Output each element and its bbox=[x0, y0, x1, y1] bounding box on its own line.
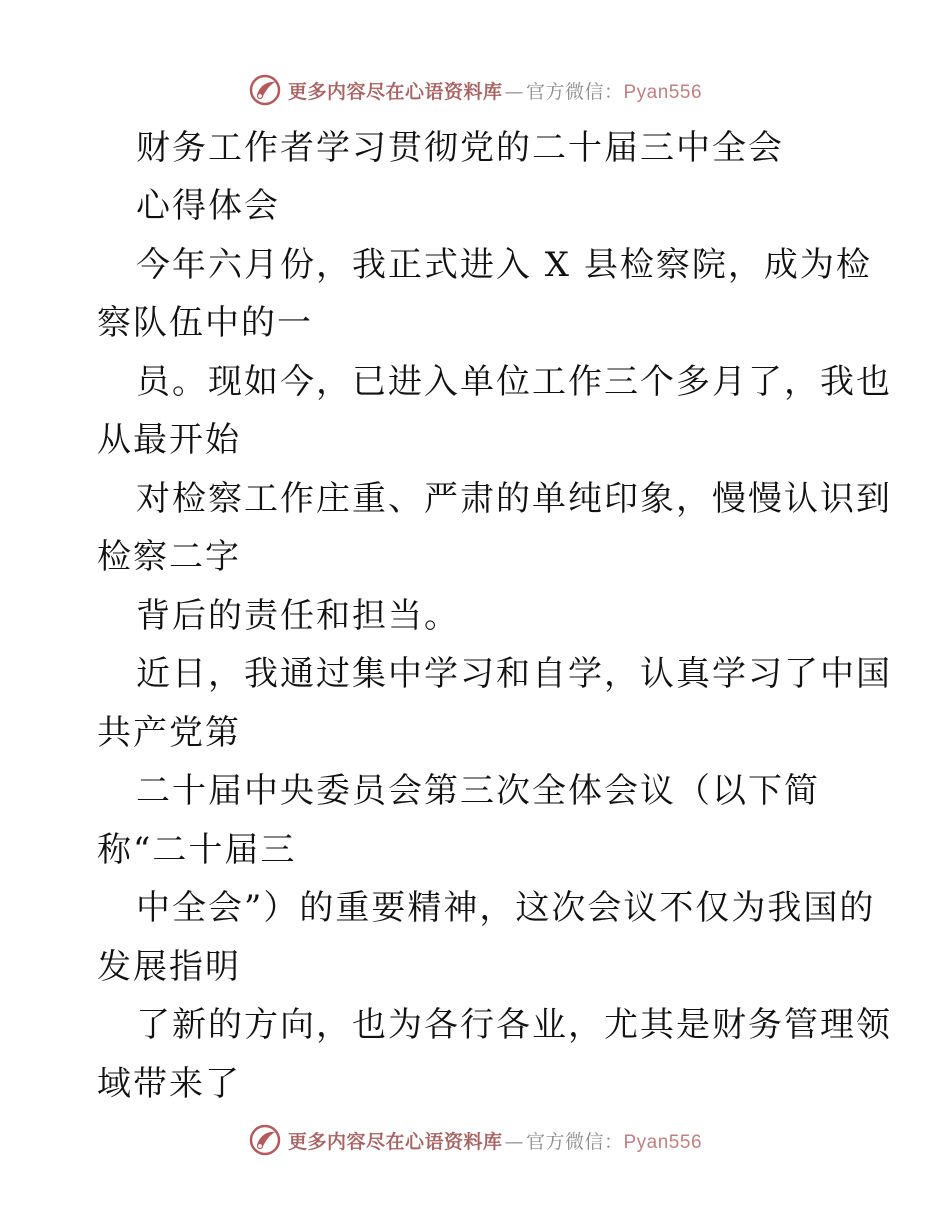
text-line: 察队伍中的一 bbox=[97, 303, 313, 343]
watermark-id: Pyan556 bbox=[623, 81, 703, 103]
document-title: 财务工作者学习贯彻党的二十届三中全会 bbox=[136, 128, 784, 168]
header-watermark bbox=[0, 72, 950, 108]
footer-watermark bbox=[0, 1122, 950, 1158]
watermark-separator: — bbox=[504, 1130, 524, 1153]
watermark-text bbox=[288, 1127, 702, 1154]
text-line: 今年六月份，我正式进入 X 县检察院，成为检 bbox=[136, 245, 872, 285]
text-line: 中全会”）的重要精神，这次会议不仅为我国的 bbox=[136, 888, 876, 928]
text-line: 从最开始 bbox=[97, 420, 241, 460]
logo-icon bbox=[248, 73, 282, 107]
text-line: 域带来了 bbox=[97, 1064, 241, 1104]
watermark-id: Pyan556 bbox=[623, 1131, 703, 1153]
watermark-separator: — bbox=[504, 80, 524, 103]
watermark-sub: 官方微信： bbox=[525, 1130, 624, 1153]
text-line: 称“二十届三 bbox=[97, 830, 297, 870]
text-line: 对检察工作庄重、严肃的单纯印象，慢慢认识到 bbox=[136, 479, 892, 519]
text-line: 了新的方向，也为各行各业，尤其是财务管理领 bbox=[136, 1005, 892, 1045]
text-line: 发展指明 bbox=[97, 947, 241, 987]
text-line: 背后的责任和担当。 bbox=[136, 596, 460, 636]
watermark-main: 更多内容尽在心语资料库 bbox=[287, 80, 503, 103]
text-line: 近日，我通过集中学习和自学，认真学习了中国 bbox=[136, 654, 892, 694]
logo-icon bbox=[248, 1123, 282, 1157]
text-line: 员。现如今，已进入单位工作三个多月了，我也 bbox=[136, 362, 892, 402]
text-line: 共产党第 bbox=[97, 713, 241, 753]
document-subtitle: 心得体会 bbox=[136, 186, 280, 226]
watermark-sub: 官方微信： bbox=[525, 80, 624, 103]
text-line: 二十届中央委员会第三次全体会议（以下简 bbox=[136, 771, 820, 811]
watermark-main: 更多内容尽在心语资料库 bbox=[287, 1130, 503, 1153]
text-line: 检察二字 bbox=[97, 537, 241, 577]
watermark-text bbox=[288, 77, 702, 104]
